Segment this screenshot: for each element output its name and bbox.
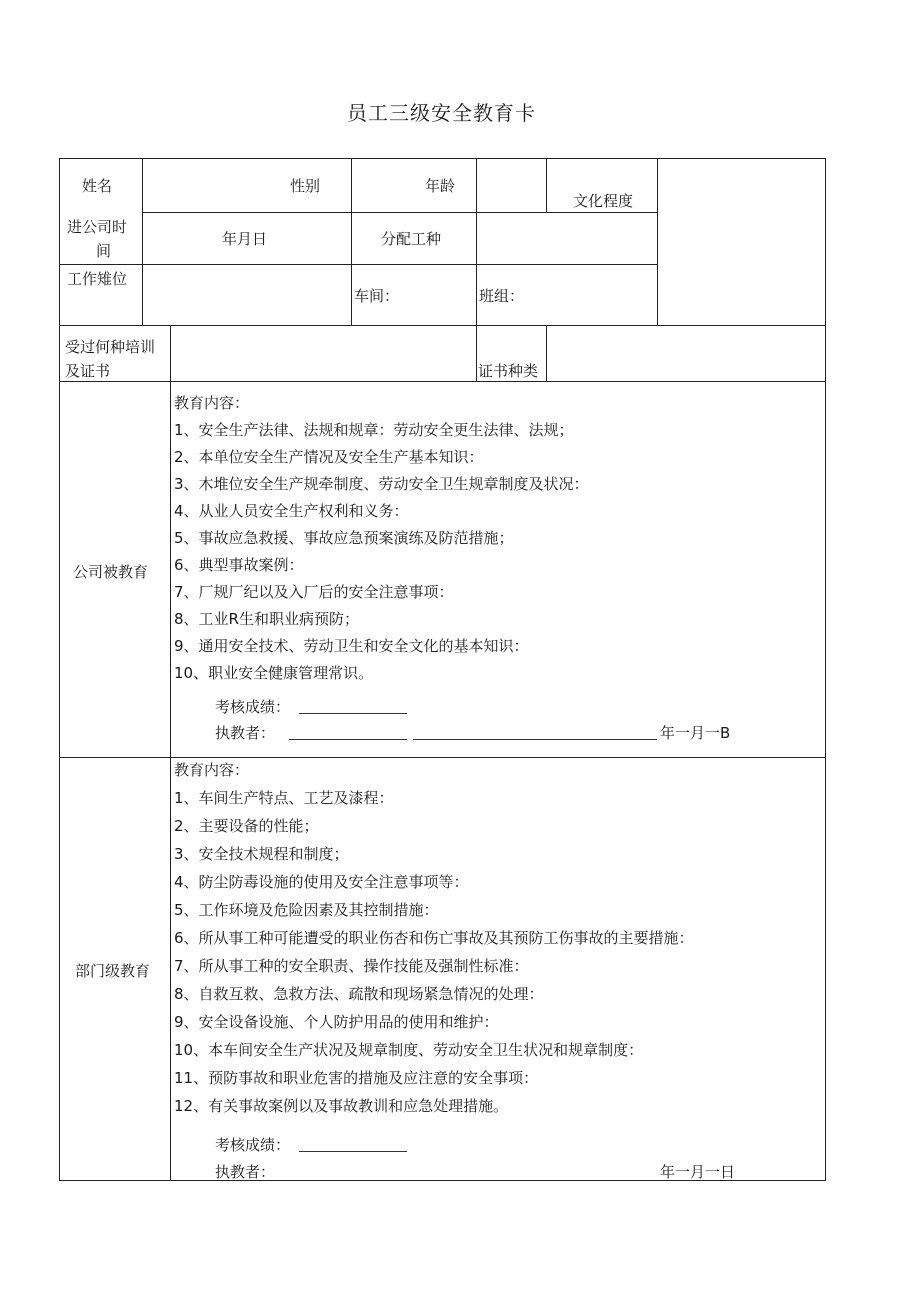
company-date-text: 年一月一B bbox=[660, 724, 731, 742]
col-divider bbox=[657, 158, 658, 325]
join-time-label-line2: 间 bbox=[96, 242, 112, 260]
list-item: 6、所从事工种可能遭受的职业伤杏和伤亡事故及其预防工伤事故的主要措施： bbox=[174, 929, 694, 947]
list-item: 8、自救互救、急救方法、疏散和现场紧急情况的处理： bbox=[174, 985, 544, 1003]
list-item: 10、本车间安全生产状况及规章制度、劳动安全卫生状况和规章制度： bbox=[174, 1041, 644, 1059]
list-item: 5、事故应急救援、事故应急预案演练及防范措施； bbox=[174, 529, 514, 547]
list-item: 4、防尘防毒设施的使用及安全注意事项等： bbox=[174, 873, 469, 891]
department-score-blank bbox=[299, 1151, 407, 1152]
content-heading: 教育内容： bbox=[174, 394, 250, 412]
department-date-text: 年一月一日 bbox=[660, 1163, 736, 1181]
list-item: 12、有关事故案例以及事故教训和应急处理措施。 bbox=[174, 1097, 509, 1115]
company-education-label: 公司被教育 bbox=[73, 563, 149, 581]
training-label-line1: 受过何种培训 bbox=[65, 338, 156, 356]
company-executor-blank bbox=[289, 739, 407, 740]
row-divider bbox=[59, 381, 826, 382]
col-divider bbox=[170, 325, 171, 1181]
join-time-label-line1: 进公司时 bbox=[67, 218, 128, 236]
col-divider bbox=[142, 158, 143, 325]
gender-label: 性别 bbox=[290, 177, 321, 195]
position-label: 工作雉位 bbox=[67, 270, 128, 288]
department-score-label: 考核成绩： bbox=[215, 1136, 291, 1154]
list-item: 1、安全生产法律、法规和规章：劳动安全更生法律、法规； bbox=[174, 421, 574, 439]
list-item: 3、安全技术规程和制度； bbox=[174, 845, 349, 863]
list-item: 7、厂规厂纪以及入厂后的安全注意事项： bbox=[174, 583, 454, 601]
list-item: 4、从业人员安全生产权利和义务： bbox=[174, 502, 409, 520]
row-divider bbox=[59, 264, 658, 265]
job-type-label: 分配工种 bbox=[381, 230, 442, 248]
list-item: 5、工作环境及危险因素及其控制措施： bbox=[174, 901, 439, 919]
table-border-top bbox=[59, 158, 826, 159]
list-item: 9、通用安全技术、劳动卫生和安全文化的基本知识： bbox=[174, 637, 529, 655]
workshop-label: 车间： bbox=[354, 287, 400, 305]
name-label: 姓名 bbox=[82, 177, 113, 195]
list-item: 1、车间生产特点、工艺及漆程： bbox=[174, 789, 394, 807]
company-executor-label: 执教者： bbox=[215, 724, 276, 742]
col-divider bbox=[476, 158, 477, 381]
col-divider bbox=[546, 325, 547, 381]
list-item: 11、预防事故和职业危害的措施及应注意的安全事项： bbox=[174, 1069, 539, 1087]
education-label: 文化程度 bbox=[573, 192, 634, 210]
table-border-right bbox=[825, 158, 826, 1181]
row-divider bbox=[59, 757, 826, 758]
list-item: 3、木堆位安全生产规牵制度、劳动安全卫生规章制度及状况： bbox=[174, 475, 589, 493]
department-education-label: 部门级教育 bbox=[75, 962, 151, 980]
cert-type-label: 证书种类 bbox=[478, 362, 539, 380]
col-divider bbox=[546, 158, 547, 212]
list-item: 7、所从事工种的安全职责、操作技能及强制性标准： bbox=[174, 957, 529, 975]
row-divider bbox=[59, 325, 826, 326]
list-item: 6、典型事故案例： bbox=[174, 556, 304, 574]
age-label: 年龄 bbox=[425, 177, 456, 195]
page-title: 员工三级安全教育卡 bbox=[347, 101, 536, 125]
company-score-label: 考核成绩： bbox=[215, 698, 291, 716]
list-item: 2、本单位安全生产情况及安全生产基本知识： bbox=[174, 448, 484, 466]
table-border-left bbox=[59, 158, 60, 1181]
list-item: 10、职业安全健康管理常识。 bbox=[174, 664, 374, 682]
col-divider bbox=[351, 158, 352, 325]
team-label: 班组： bbox=[479, 287, 525, 305]
company-score-blank bbox=[299, 713, 407, 714]
list-item: 2、主要设备的性能； bbox=[174, 817, 319, 835]
company-executor-blank-2 bbox=[413, 739, 657, 740]
list-item: 9、安全设备设施、个人防护用品的使用和维护： bbox=[174, 1013, 499, 1031]
row-divider bbox=[142, 212, 658, 213]
content-heading: 教育内容： bbox=[174, 761, 250, 779]
department-executor-label: 执教者： bbox=[215, 1163, 276, 1181]
training-label-line2: 及证书 bbox=[65, 362, 111, 380]
list-item: 8、工业R生和职业病预防； bbox=[174, 610, 359, 628]
join-date-text: 年月日 bbox=[222, 230, 268, 248]
